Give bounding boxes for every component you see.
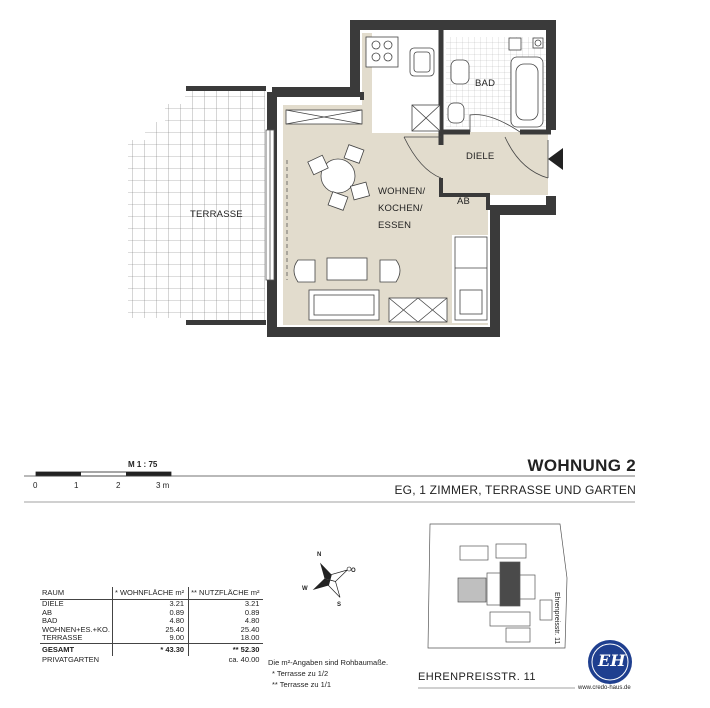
table-row — [40, 634, 263, 643]
apartment-title: WOHNUNG 2 — [527, 456, 636, 475]
row-usable-area: 0.89 — [189, 609, 264, 618]
row-living-area: 4.80 — [112, 617, 188, 626]
row-usable-area: 4.80 — [189, 617, 264, 626]
bed — [455, 237, 487, 320]
total-living-area: * 43.30 — [112, 643, 188, 656]
row-living-area: 3.21 — [112, 600, 188, 609]
row-living-area: 9.00 — [112, 634, 188, 643]
compass-n: N — [317, 552, 322, 558]
total-label: GESAMT — [40, 643, 112, 656]
bathroom-label: BAD — [475, 78, 496, 89]
row-room: AB — [42, 607, 53, 617]
website-text: www.credo-haus.de — [578, 685, 631, 691]
scale-tick-0: 0 — [33, 481, 38, 490]
terrace-label: TERRASSE — [190, 209, 243, 220]
table-header-row — [40, 587, 263, 600]
apartment-subtitle: EG, 1 ZIMMER, TERRASSE UND GARTEN — [394, 483, 636, 497]
note-terrace-full: ** Terrasse zu 1/1 — [272, 680, 332, 689]
scale-label: M 1 : 75 — [128, 460, 158, 469]
row-room: TERRASSE — [42, 633, 83, 643]
living-label-1: WOHNEN/ — [378, 186, 426, 197]
row-room: DIELE — [42, 599, 64, 608]
garden-living-area — [112, 656, 188, 665]
scale-tick-3: 3 m — [156, 481, 170, 490]
compass-o: O — [351, 568, 356, 574]
row-living-area: 25.40 — [112, 626, 188, 635]
scale-tick-1: 1 — [74, 481, 79, 490]
table-garden-row — [40, 656, 263, 665]
street-label: EHRENPREISSTR. 11 — [418, 671, 536, 683]
table-row — [40, 600, 263, 609]
header-living-area: * WOHNFLÄCHE m² — [112, 587, 188, 600]
garden-usable-area: ca. 40.00 — [228, 654, 260, 664]
hallway-label: DIELE — [466, 151, 495, 162]
area-table — [40, 587, 263, 665]
living-label-3: ESSEN — [378, 220, 412, 231]
header-usable-area: ** NUTZFLÄCHE m² — [189, 587, 264, 600]
row-usable-area: 25.40 — [189, 626, 264, 635]
row-room: WOHNEN+ES.+KO. — [42, 624, 110, 634]
storage-label: AB — [457, 196, 471, 207]
entrance-arrow — [548, 148, 563, 170]
living-label-2: KOCHEN/ — [378, 203, 423, 214]
row-living-area: 0.89 — [112, 609, 188, 618]
terrace-area — [128, 86, 266, 325]
row-usable-area: 3.21 — [189, 600, 264, 609]
row-room: BAD — [42, 616, 58, 626]
site-plan — [428, 524, 567, 648]
street-label-vertical: Ehrenpreisstr. 11 — [553, 592, 560, 645]
total-usable-area: ** 52.30 — [189, 643, 264, 656]
compass-w: W — [302, 586, 308, 592]
note-terrace-half: * Terrasse zu 1/2 — [272, 669, 329, 678]
header-room: RAUM — [40, 587, 112, 600]
table-row — [40, 609, 263, 618]
scale-tick-2: 2 — [116, 481, 121, 490]
note-rohbau: Die m²-Angaben sind Rohbaumaße. — [268, 658, 389, 667]
logo-letters: EH — [598, 651, 626, 670]
compass-rose — [303, 551, 361, 608]
row-usable-area: 18.00 — [189, 634, 264, 643]
compass-s: S — [337, 602, 342, 608]
garden-label: PRIVATGARTEN — [42, 654, 100, 664]
